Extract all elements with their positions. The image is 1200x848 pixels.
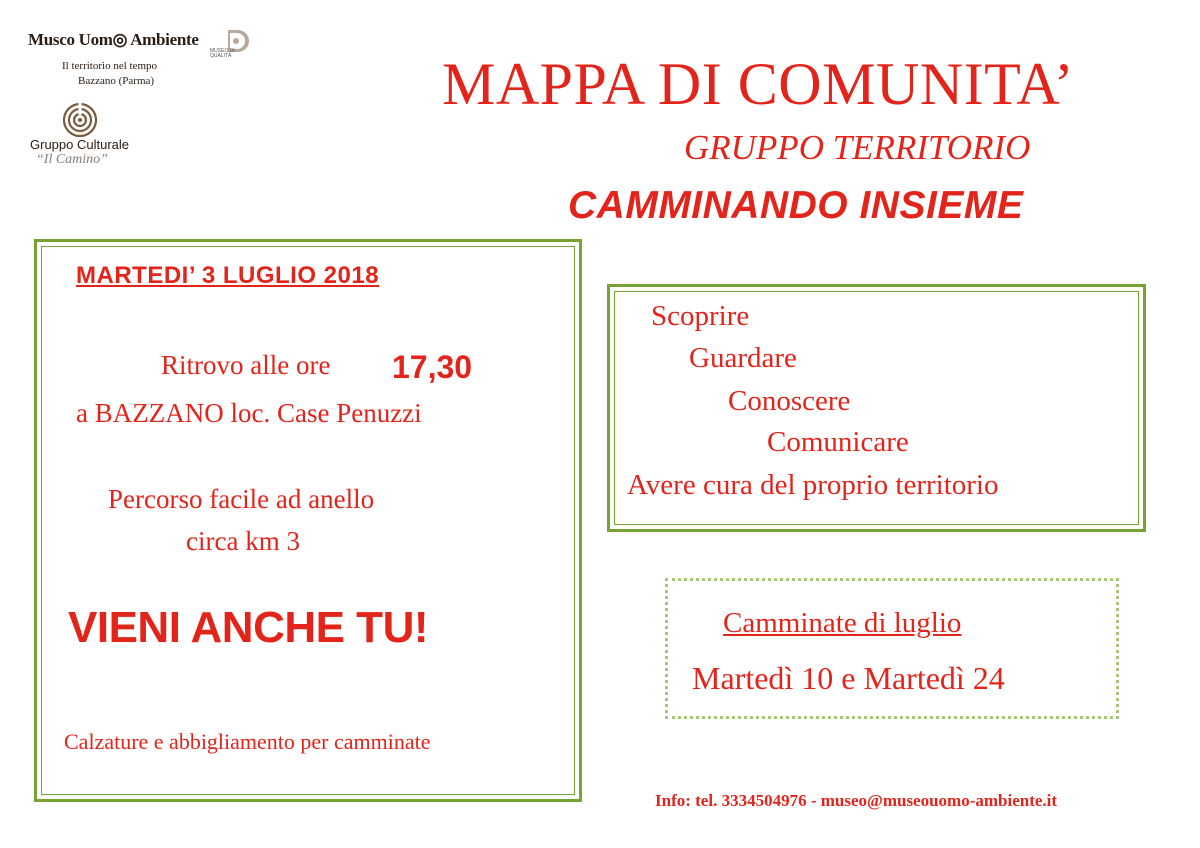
verb-item: Comunicare xyxy=(767,426,909,458)
july-walks-frame xyxy=(665,578,1119,719)
museum-logo-name: Musco Uom◎ Ambiente xyxy=(28,30,199,49)
route-description: Percorso facile ad anello xyxy=(108,484,375,514)
verb-item: Avere cura del proprio territorio xyxy=(627,469,999,501)
equipment-note: Calzature e abbigliamento per camminate xyxy=(64,729,431,754)
poster-subtitle: GRUPPO TERRITORIO xyxy=(684,128,1031,167)
verb-item: Scoprire xyxy=(651,300,750,332)
poster-banner: CAMMINANDO INSIEME xyxy=(568,184,1024,227)
event-details-frame xyxy=(34,239,582,802)
route-distance: circa km 3 xyxy=(186,526,300,556)
museum-quality-label: MUSEO DI QUALITÀ xyxy=(210,48,235,59)
verb-item: Conoscere xyxy=(728,385,851,417)
meeting-place: a BAZZANO loc. Case Penuzzi xyxy=(76,398,422,428)
contact-info: Info: tel. 3334504976 - museo@museouomo-ambiente.it xyxy=(655,791,1058,810)
july-walks-heading: Camminate di luglio xyxy=(723,607,962,639)
poster-title: MAPPA DI COMUNITA’ xyxy=(442,51,1075,117)
museum-tagline: Il territorio nel tempo xyxy=(62,60,157,72)
meeting-text: Ritrovo alle ore xyxy=(161,350,331,380)
call-to-action: VIENI ANCHE TU! xyxy=(68,603,428,652)
verb-item: Guardare xyxy=(689,342,797,374)
museum-location: Bazzano (Parma) xyxy=(78,75,155,87)
group-logo-name: Gruppo Culturale xyxy=(30,137,129,152)
event-date: MARTEDI’ 3 LUGLIO 2018 xyxy=(76,262,380,289)
group-logo-subname: “Il Camino” xyxy=(36,152,108,167)
labyrinth-logo-icon xyxy=(62,102,98,138)
meeting-time: 17,30 xyxy=(392,349,473,385)
july-walks-dates: Martedì 10 e Martedì 24 xyxy=(692,660,1005,696)
